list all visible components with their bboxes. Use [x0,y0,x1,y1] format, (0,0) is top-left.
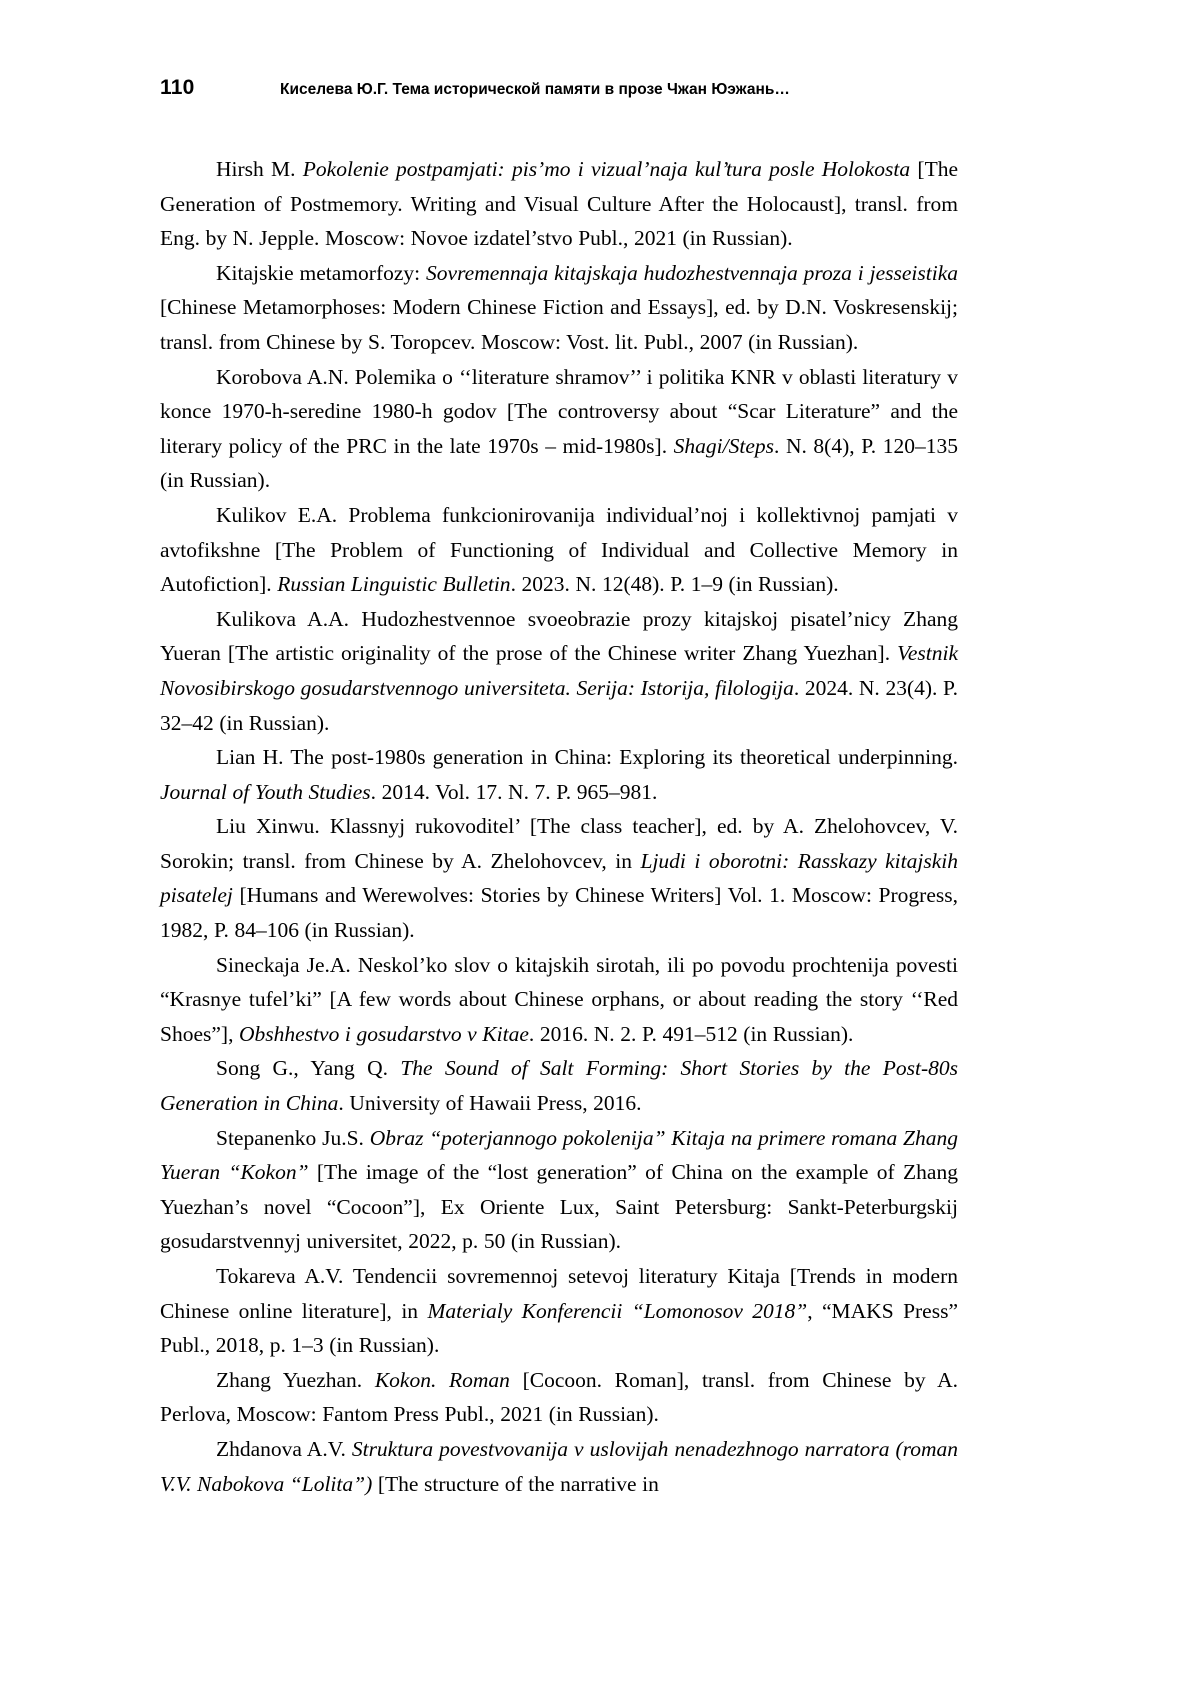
reference-entry [160,1432,958,1501]
reference-text: Lian H. The post-1980s generation in China: Exploring its theoretical underpinning. [216,745,958,770]
reference-text: , “MAKS Press” Publ., 2018, p. 1–3 (in Russian). [160,1298,958,1358]
reference-text: Kulikova A.A. Hudozhestvennoe svoeobrazie prozy kitajskoj pisatel’nicy Zhang Yueran [The artistic originality of the prose of the Chinese writer Zhang Yuezhan]. [160,606,958,666]
reference-text: Zhang Yuezhan. [216,1367,375,1392]
reference-text: . N. 8(4), P. 120–135 (in Russian). [160,433,958,493]
reference-text: Liu Xinwu. Klassnyj rukovoditel’ [The class teacher], ed. by A. Zhelohovcev, V. Sorokin; transl. from Chinese by A. Zhelohovcev, in [160,814,958,873]
reference-title-italic: Materialy Konferencii “Lomonosov 2018” [427,1298,808,1323]
reference-text: . 2014. Vol. 17. N. 7. P. 965–981. [370,779,658,804]
reference-title-italic: Journal of Youth Studies [160,779,371,804]
reference-entry [160,809,958,947]
reference-text: [Chinese Metamorphoses: Modern Chinese Fiction and Essays], ed. by D.N. Voskresenskij; transl. from Chinese by S. Toropcev. Moscow: Vost. lit. Publ., 2007 (in Russian). [160,295,958,354]
reference-text: [Cocoon. Roman], transl. from Chinese by A. Perlova, Moscow: Fantom Press Publ., 2021 (in Russian). [160,1367,958,1427]
reference-entry [160,948,958,1052]
reference-entry [160,1259,958,1363]
reference-entry [160,740,958,809]
running-title: Киселева Ю.Г. Тема исторической памяти в прозе Чжан Юэжань… [280,81,790,98]
reference-text: [The image of the “lost generation” of China on the example of Zhang Yuezhan’s novel “Cocoon”], Ex Oriente Lux, Saint Petersburg: Sankt-Peterburgskij gosudarstvennyj universitet, 2022, p. 50 (in Russian). [160,1160,958,1254]
reference-text: [Humans and Werewolves: Stories by Chinese Writers] Vol. 1. Moscow: Progress, 1982, P. 84–106 (in Russian). [160,883,958,943]
reference-list [160,152,958,1501]
reference-text: . 2023. N. 12(48). P. 1–9 (in Russian). [510,572,839,597]
page-header [160,76,1050,100]
reference-title-italic: Obraz “poterjannogo pokolenija” Kitaja na primere romana Zhang Yueran “Kokon” [160,1125,958,1185]
reference-text: [The Generation of Postmemory. Writing and Visual Culture After the Holocaust], transl. from Eng. by N. Jepple. Moscow: Novoe izdatel’stvo Publ., 2021 (in Russian). [160,157,958,251]
reference-entry [160,498,958,602]
reference-text: Sineckaja Je.A. Neskol’ko slov o kitajskih sirotah, ili po povodu prochtenija povesti “Krasnye tufel’ki” [A few words about Chinese orphans, or about reading the story ‘‘Red Shoes”], [160,952,958,1046]
reference-text: Kitajskie metamorfozy: [216,260,427,285]
reference-title-italic: Shagi/Steps [673,433,774,458]
reference-text: Kulikov E.A. Problema funkcionirovanija individual’noj i kollektivnoj pamjati v avtofikshne [The Problem of Functioning of Individual and Collective Memory in Autofiction]. [160,502,958,597]
reference-title-italic: Sovremennaja kitajskaja hudozhestvennaja proza i jesseistika [426,260,958,285]
reference-text: Tokareva A.V. Tendencii sovremennoj setevoj literatury Kitaja [Trends in modern Chinese online literature], in [160,1264,958,1323]
reference-text: Hirsh M. [216,157,303,181]
reference-entry [160,602,958,740]
reference-title-italic: Russian Linguistic Bulletin [277,572,511,597]
reference-title-italic: Ljudi i oborotni: Rasskazy kitajskih pisatelej [160,848,958,908]
reference-entry [160,1363,958,1432]
reference-text: Korobova A.N. Polemika o ‘‘literature shramov’’ i politika KNR v oblasti literatury v konce 1970-h-seredine 1980-h godov [The controversy about “Scar Literature” and the literary policy of the PRC in the late 1970s – mid-1980s]. [160,364,958,458]
reference-text: [The structure of the narrative in [372,1471,659,1496]
reference-entry [160,256,958,360]
reference-text: Song G., Yang Q. [216,1056,401,1081]
page-number: 110 [160,76,195,99]
reference-entry [160,360,958,498]
reference-entry [160,152,958,256]
reference-text: . University of Hawaii Press, 2016. [338,1091,642,1116]
reference-text: Stepanenko Ju.S. [216,1125,370,1150]
reference-entry [160,1051,958,1120]
reference-title-italic: Pokolenie postpamjati: pis’mo i vizual’naja kul’tura posle Holokosta [302,157,911,181]
reference-title-italic: Obshhestvo i gosudarstvo v Kitae [239,1021,529,1046]
reference-entry [160,1121,958,1259]
reference-title-italic: Struktura povestvovanija v uslovijah nenadezhnogo narratora (roman V.V. Nabokova “Lolita”) [160,1436,958,1496]
reference-text: . 2024. N. 23(4). P. 32–42 (in Russian). [160,675,958,735]
reference-title-italic: The Sound of Salt Forming: Short Stories by the Post-80s Generation in China [160,1056,958,1116]
reference-title-italic: Kokon. Roman [374,1367,510,1392]
reference-title-italic: Vestnik Novosibirskogo gosudarstvennogo universiteta. Serija: Istorija, filologija [160,641,958,700]
reference-text: . 2016. N. 2. P. 491–512 (in Russian). [528,1021,854,1046]
reference-text: Zhdanova A.V. [216,1436,352,1461]
